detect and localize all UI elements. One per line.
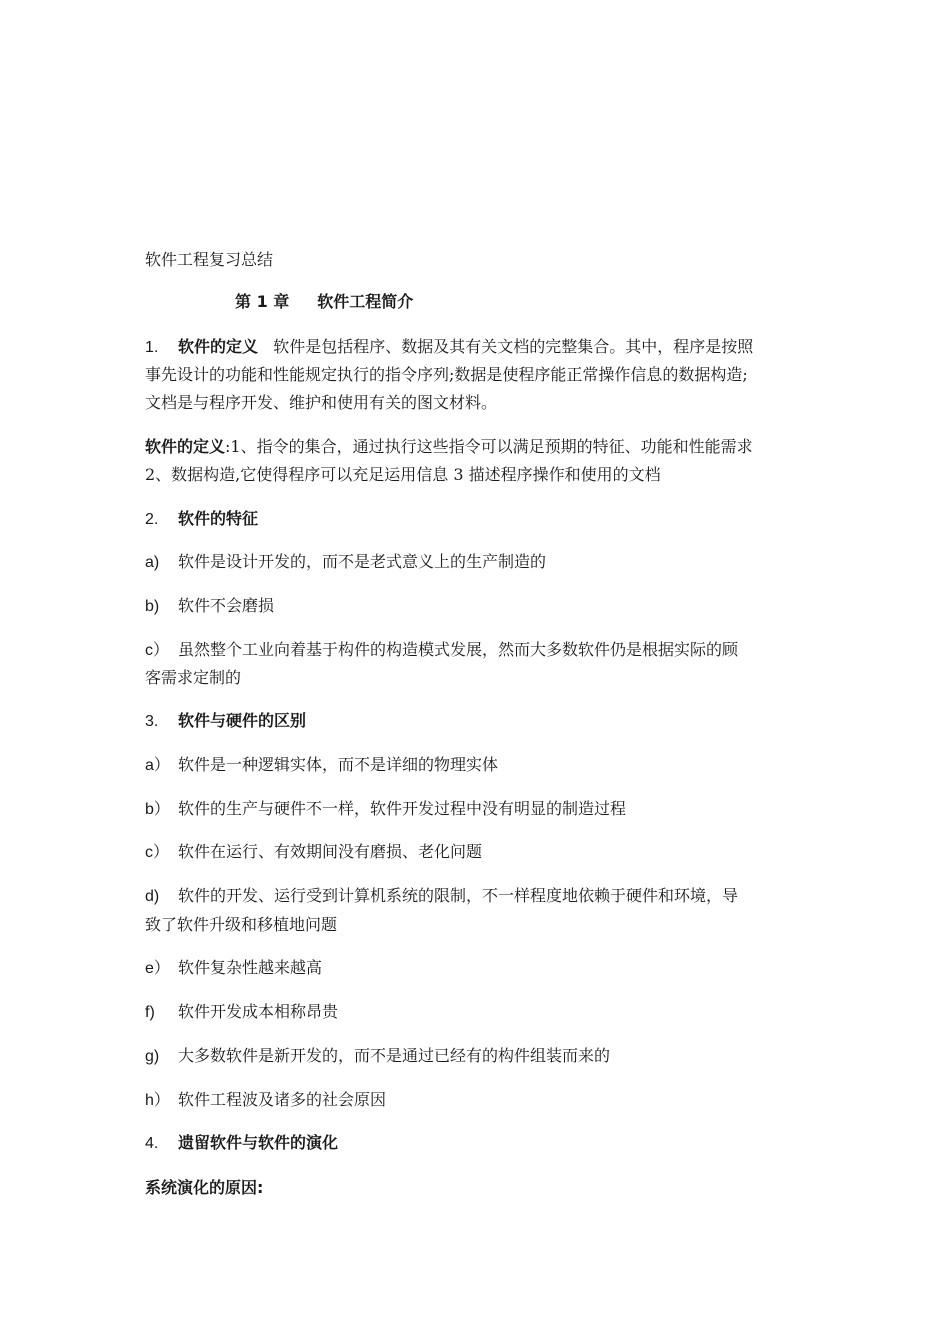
list-text: 软件开发成本相称昂贵 [178,1002,339,1021]
list-text: 软件复杂性越来越高 [178,958,323,977]
list-item [145,552,546,573]
list-item [145,842,482,863]
definition-text-1: :1、指令的集合，通过执行这些指令可以满足预期的特征、功能和性能需求 [225,437,753,456]
list-item [145,958,322,979]
section-3-heading: 软件与硬件的区别 [178,711,307,730]
list-item [145,799,626,820]
list-text: 软件的生产与硬件不一样，软件开发过程中没有明显的制造过程 [178,799,627,818]
list-item [145,1002,338,1023]
definition-line-1 [145,437,753,457]
list-marker: a) [145,554,160,571]
list-item [145,640,738,661]
chapter-name: 软件工程简介 [317,292,414,311]
section-3-heading-line [145,711,306,732]
list-text: 软件工程波及诸多的社会原因 [178,1090,387,1109]
list-text: 软件是一种逻辑实体，而不是详细的物理实体 [178,755,499,774]
section-4-number: 4. [145,1135,159,1152]
subsection-heading: 系统演化的原因: [145,1178,264,1197]
section-1-line-1 [145,337,753,358]
section-4-heading-line [145,1133,338,1154]
list-marker: e） [145,960,170,977]
list-item [145,1046,610,1067]
list-marker: g) [145,1048,160,1065]
section-1-heading: 软件的定义 [178,337,259,356]
doc-title: 软件工程复习总结 [145,250,274,269]
section-1-text-1: 软件是包括程序、数据及其有关文档的完整集合。其中，程序是按照 [273,337,754,356]
section-3-number: 3. [145,713,159,730]
list-text: 软件是设计开发的，而不是老式意义上的生产制造的 [178,552,547,571]
list-marker: b) [145,598,160,615]
chapter-number: 第 1 章 [235,292,290,311]
definition-label: 软件的定义 [145,437,226,456]
list-marker: h） [145,1092,170,1109]
list-text: 软件在运行、有效期间没有磨损、老化问题 [178,842,483,861]
section-1-text-3: 文档是与程序开发、维护和使用有关的图文材料。 [145,393,498,412]
list-text: 软件不会磨损 [178,596,275,615]
list-marker: f) [145,1004,155,1021]
definition-text-2: 2、数据构造,它使得程序可以充足运用信息 3 描述程序操作和使用的文档 [145,465,661,484]
list-item [145,755,498,776]
list-marker: c） [145,844,170,861]
list-text: 软件的开发、运行受到计算机系统的限制，不一样程度地依赖于硬件和环境，导 [178,886,739,905]
list-text-continued: 客需求定制的 [145,668,242,687]
section-4-heading: 遗留软件与软件的演化 [178,1133,339,1152]
list-marker: c） [145,642,170,659]
section-2-number: 2. [145,511,159,528]
list-text: 虽然整个工业向着基于构件的构造模式发展，然而大多数软件仍是根据实际的顾 [178,640,739,659]
list-text: 大多数软件是新开发的，而不是通过已经有的构件组装而来的 [178,1046,611,1065]
section-1-text-2: 事先设计的功能和性能规定执行的指令序列;数据是使程序能正常操作信息的数据构造; [145,365,748,384]
list-item [145,886,738,907]
list-marker: b） [145,801,170,818]
chapter-heading [235,292,413,312]
list-text-continued: 致了软件升级和移植地问题 [145,915,338,934]
section-2-heading-line [145,509,258,530]
list-marker: a） [145,757,170,774]
list-marker: d) [145,888,160,905]
section-2-heading: 软件的特征 [178,509,259,528]
section-1-number: 1. [145,339,159,356]
list-item [145,596,274,617]
list-item [145,1090,386,1111]
